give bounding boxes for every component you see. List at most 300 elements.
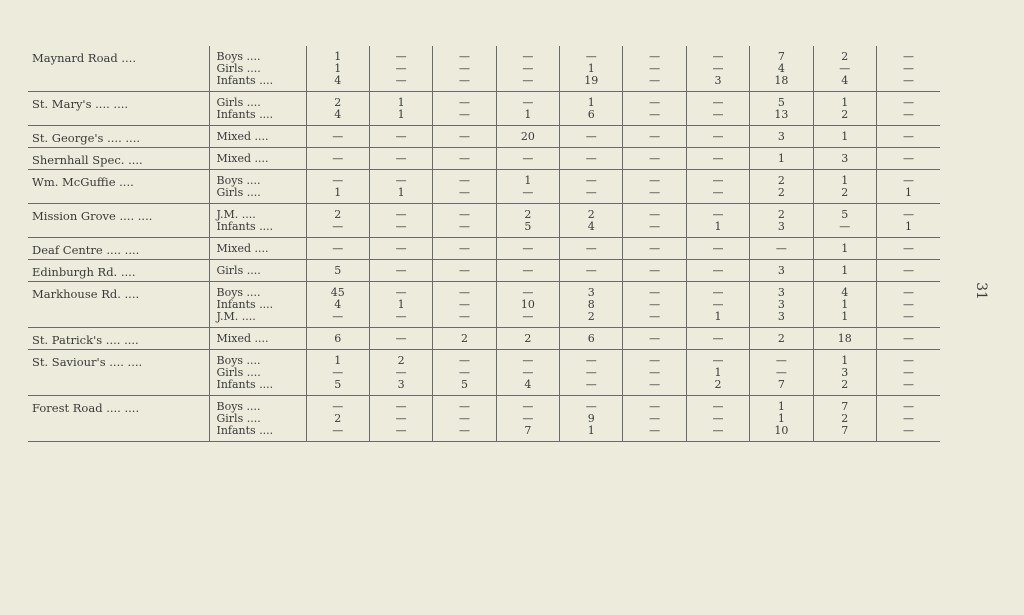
count-value: —: [902, 96, 914, 109]
count-cell: [813, 328, 876, 350]
count-value: —: [522, 50, 534, 63]
count-value: —: [649, 242, 661, 255]
count-cell: [560, 170, 623, 204]
count-cell: [560, 396, 623, 442]
count-cell: [306, 238, 369, 260]
count-value: —: [902, 208, 914, 221]
count-value: —: [395, 152, 407, 165]
count-value: —: [712, 152, 724, 165]
count-value: 3: [777, 286, 785, 299]
count-value: 18: [837, 332, 852, 345]
count-value: —: [459, 242, 471, 255]
department-label: Mixed ....: [216, 332, 269, 345]
count-cell: [623, 396, 686, 442]
count-value: 2: [777, 208, 785, 221]
count-cell: [813, 126, 876, 148]
count-value: —: [522, 366, 534, 379]
count-cell: [433, 238, 496, 260]
count-cell: [369, 204, 432, 238]
count-value: 1: [334, 62, 342, 75]
count-value: —: [649, 208, 661, 221]
department-label: Mixed ....: [216, 152, 269, 165]
count-value: 1: [714, 366, 722, 379]
count-value: —: [585, 400, 597, 413]
count-value: —: [395, 74, 407, 87]
count-value: —: [649, 108, 661, 121]
count-cell: [433, 204, 496, 238]
count-value: —: [332, 242, 344, 255]
count-value: —: [332, 220, 344, 233]
count-cell: [560, 260, 623, 282]
count-value: —: [712, 412, 724, 425]
count-value: —: [712, 130, 724, 143]
count-cell: [496, 282, 559, 328]
count-value: —: [585, 366, 597, 379]
count-value: 1: [524, 174, 532, 187]
count-cell: [876, 396, 940, 442]
count-value: —: [712, 242, 724, 255]
count-cell: [369, 328, 432, 350]
count-cell: [686, 260, 749, 282]
count-value: 1: [841, 354, 849, 367]
count-value: 2: [524, 208, 532, 221]
count-value: 1: [334, 186, 342, 199]
count-value: 5: [841, 208, 849, 221]
count-value: 1: [397, 96, 405, 109]
count-value: —: [395, 366, 407, 379]
table-row: [28, 92, 940, 126]
count-value: —: [649, 152, 661, 165]
school-name: St. Saviour's .... ....: [28, 350, 210, 396]
count-cell: [876, 328, 940, 350]
count-cell: [306, 328, 369, 350]
school-name: Shernhall Spec. ....: [28, 148, 210, 170]
count-cell: [496, 148, 559, 170]
count-value: 2: [841, 186, 849, 199]
count-value: 4: [587, 220, 595, 233]
count-value: —: [649, 174, 661, 187]
count-value: —: [649, 186, 661, 199]
count-cell: [496, 92, 559, 126]
count-cell: [496, 204, 559, 238]
count-cell: [813, 92, 876, 126]
table-row: [28, 238, 940, 260]
count-value: —: [522, 74, 534, 87]
count-value: —: [395, 332, 407, 345]
count-value: —: [459, 366, 471, 379]
count-cell: [306, 170, 369, 204]
count-cell: [686, 396, 749, 442]
count-value: —: [649, 366, 661, 379]
count-cell: [496, 126, 559, 148]
count-cell: [750, 282, 813, 328]
school-name: St. Patrick's .... ....: [28, 328, 210, 350]
count-cell: [750, 148, 813, 170]
count-value: —: [585, 242, 597, 255]
count-value: 1: [841, 264, 849, 277]
count-cell: [813, 350, 876, 396]
count-value: —: [902, 332, 914, 345]
count-value: —: [332, 310, 344, 323]
count-cell: [623, 260, 686, 282]
count-value: —: [585, 354, 597, 367]
count-cell: [306, 126, 369, 148]
count-value: —: [902, 74, 914, 87]
department-cell: [210, 350, 306, 396]
count-value: 10: [774, 424, 789, 437]
count-value: —: [459, 96, 471, 109]
count-value: 2: [841, 50, 849, 63]
count-value: —: [902, 354, 914, 367]
department-cell: [210, 46, 306, 92]
school-name: Maynard Road ....: [28, 46, 210, 92]
department-label: Infants ....: [216, 220, 274, 233]
count-cell: [433, 350, 496, 396]
count-cell: [686, 282, 749, 328]
count-value: 5: [461, 378, 469, 391]
count-value: 2: [397, 354, 405, 367]
school-name: Forest Road .... ....: [28, 396, 210, 442]
count-cell: [623, 148, 686, 170]
count-cell: [433, 282, 496, 328]
count-cell: [496, 260, 559, 282]
count-cell: [433, 260, 496, 282]
count-value: 19: [584, 74, 599, 87]
department-cell: [210, 238, 306, 260]
count-cell: [750, 170, 813, 204]
count-value: 7: [841, 424, 849, 437]
count-value: —: [902, 412, 914, 425]
department-cell: [210, 204, 306, 238]
count-cell: [686, 126, 749, 148]
count-value: —: [649, 378, 661, 391]
count-value: —: [585, 186, 597, 199]
count-cell: [876, 260, 940, 282]
count-value: —: [902, 366, 914, 379]
count-value: —: [902, 50, 914, 63]
count-value: —: [522, 152, 534, 165]
count-value: 4: [841, 74, 849, 87]
count-value: —: [459, 400, 471, 413]
department-label: J.M. ....: [216, 310, 256, 323]
count-value: —: [522, 62, 534, 75]
count-value: —: [522, 310, 534, 323]
count-value: 7: [524, 424, 532, 437]
count-cell: [369, 350, 432, 396]
count-value: —: [395, 220, 407, 233]
count-value: —: [395, 310, 407, 323]
department-label: Boys ....: [216, 400, 261, 413]
count-cell: [560, 46, 623, 92]
count-value: 3: [841, 366, 849, 379]
count-value: 1: [587, 96, 595, 109]
count-value: 1: [904, 186, 912, 199]
count-value: —: [712, 208, 724, 221]
count-value: —: [459, 412, 471, 425]
department-cell: [210, 260, 306, 282]
count-value: —: [459, 108, 471, 121]
count-value: 1: [397, 298, 405, 311]
count-value: —: [712, 400, 724, 413]
count-value: 2: [714, 378, 722, 391]
count-cell: [369, 46, 432, 92]
count-value: —: [585, 50, 597, 63]
count-cell: [369, 260, 432, 282]
count-cell: [876, 282, 940, 328]
department-label: Boys ....: [216, 174, 261, 187]
count-cell: [369, 148, 432, 170]
count-value: —: [902, 298, 914, 311]
count-value: —: [522, 242, 534, 255]
count-cell: [496, 350, 559, 396]
department-label: Infants ....: [216, 74, 274, 87]
count-cell: [813, 238, 876, 260]
count-value: —: [902, 174, 914, 187]
school-name: Deaf Centre .... ....: [28, 238, 210, 260]
count-cell: [306, 92, 369, 126]
count-value: 1: [841, 130, 849, 143]
count-value: —: [395, 424, 407, 437]
count-value: 3: [777, 310, 785, 323]
count-cell: [560, 238, 623, 260]
count-value: —: [459, 208, 471, 221]
count-value: 45: [330, 286, 345, 299]
count-cell: [686, 170, 749, 204]
count-value: 2: [334, 412, 342, 425]
count-value: —: [712, 354, 724, 367]
count-value: 4: [334, 298, 342, 311]
department-label: Girls ....: [216, 62, 261, 75]
count-value: —: [649, 424, 661, 437]
count-value: 3: [587, 286, 595, 299]
count-cell: [369, 126, 432, 148]
count-value: —: [585, 130, 597, 143]
count-cell: [306, 204, 369, 238]
count-value: —: [332, 400, 344, 413]
count-value: —: [522, 412, 534, 425]
count-value: —: [522, 186, 534, 199]
count-value: —: [712, 186, 724, 199]
count-cell: [813, 282, 876, 328]
count-value: 2: [777, 186, 785, 199]
count-value: —: [902, 264, 914, 277]
count-cell: [560, 328, 623, 350]
count-value: 1: [397, 186, 405, 199]
count-value: 4: [334, 74, 342, 87]
count-value: —: [902, 286, 914, 299]
department-cell: [210, 282, 306, 328]
count-cell: [369, 170, 432, 204]
department-label: Girls ....: [216, 186, 261, 199]
count-cell: [750, 126, 813, 148]
count-value: —: [649, 400, 661, 413]
count-value: 2: [461, 332, 469, 345]
count-value: —: [395, 50, 407, 63]
count-value: —: [459, 74, 471, 87]
count-cell: [750, 92, 813, 126]
table-row: [28, 260, 940, 282]
count-cell: [369, 92, 432, 126]
count-value: 2: [777, 332, 785, 345]
count-cell: [306, 350, 369, 396]
count-cell: [876, 126, 940, 148]
count-value: 7: [777, 378, 785, 391]
count-value: —: [649, 298, 661, 311]
school-name: Mission Grove .... ....: [28, 204, 210, 238]
count-value: —: [649, 130, 661, 143]
count-cell: [369, 396, 432, 442]
count-cell: [813, 148, 876, 170]
count-value: —: [585, 152, 597, 165]
department-label: Girls ....: [216, 366, 261, 379]
count-value: —: [522, 96, 534, 109]
count-value: —: [395, 264, 407, 277]
count-value: —: [649, 310, 661, 323]
count-value: —: [459, 50, 471, 63]
count-cell: [813, 396, 876, 442]
page-number: 31: [972, 282, 989, 300]
count-value: 4: [841, 286, 849, 299]
count-cell: [876, 46, 940, 92]
count-value: —: [395, 286, 407, 299]
count-value: 20: [520, 130, 535, 143]
count-value: 4: [334, 108, 342, 121]
count-value: 3: [714, 74, 722, 87]
count-value: —: [775, 242, 787, 255]
department-label: Infants ....: [216, 424, 274, 437]
count-value: 2: [841, 412, 849, 425]
count-cell: [623, 204, 686, 238]
department-label: Mixed ....: [216, 130, 269, 143]
count-value: —: [649, 62, 661, 75]
count-cell: [496, 328, 559, 350]
count-value: 1: [904, 220, 912, 233]
count-value: 5: [524, 220, 532, 233]
count-value: 3: [777, 298, 785, 311]
count-value: —: [712, 332, 724, 345]
count-value: —: [775, 354, 787, 367]
count-cell: [750, 260, 813, 282]
count-value: 1: [777, 152, 785, 165]
count-value: 1: [334, 50, 342, 63]
count-cell: [623, 170, 686, 204]
count-value: —: [522, 264, 534, 277]
count-value: —: [522, 400, 534, 413]
count-value: —: [459, 424, 471, 437]
count-value: 7: [841, 400, 849, 413]
count-value: 5: [777, 96, 785, 109]
count-cell: [623, 126, 686, 148]
count-value: 1: [841, 242, 849, 255]
count-cell: [433, 92, 496, 126]
count-value: —: [395, 400, 407, 413]
count-value: 1: [397, 108, 405, 121]
count-value: 2: [524, 332, 532, 345]
count-value: 1: [841, 298, 849, 311]
department-label: Girls ....: [216, 412, 261, 425]
count-value: —: [712, 286, 724, 299]
count-cell: [496, 396, 559, 442]
count-value: —: [839, 62, 851, 75]
count-cell: [623, 328, 686, 350]
count-value: —: [902, 62, 914, 75]
count-value: —: [459, 62, 471, 75]
table-row: [28, 126, 940, 148]
count-cell: [560, 282, 623, 328]
count-value: 2: [841, 378, 849, 391]
count-cell: [496, 170, 559, 204]
count-cell: [686, 148, 749, 170]
count-value: —: [712, 108, 724, 121]
count-value: —: [459, 174, 471, 187]
department-label: Infants ....: [216, 108, 274, 121]
count-value: —: [649, 354, 661, 367]
count-value: 2: [334, 96, 342, 109]
count-cell: [433, 46, 496, 92]
count-value: 3: [777, 264, 785, 277]
count-value: —: [902, 400, 914, 413]
table-body: [28, 46, 940, 442]
count-cell: [876, 148, 940, 170]
count-value: —: [649, 96, 661, 109]
department-label: Boys ....: [216, 286, 261, 299]
school-name: Edinburgh Rd. ....: [28, 260, 210, 282]
count-cell: [433, 396, 496, 442]
count-cell: [813, 260, 876, 282]
count-cell: [560, 350, 623, 396]
count-value: —: [902, 152, 914, 165]
count-value: —: [902, 130, 914, 143]
count-cell: [686, 350, 749, 396]
table-row: [28, 148, 940, 170]
count-value: —: [332, 424, 344, 437]
count-cell: [623, 350, 686, 396]
count-value: —: [712, 96, 724, 109]
count-cell: [306, 282, 369, 328]
department-label: Girls ....: [216, 264, 261, 277]
count-value: —: [395, 62, 407, 75]
count-value: 3: [777, 220, 785, 233]
count-value: —: [459, 310, 471, 323]
count-value: —: [459, 152, 471, 165]
count-cell: [306, 148, 369, 170]
school-name: St. Mary's .... ....: [28, 92, 210, 126]
count-value: —: [649, 220, 661, 233]
count-value: 6: [587, 332, 595, 345]
department-label: Boys ....: [216, 354, 261, 367]
department-cell: [210, 396, 306, 442]
count-cell: [750, 46, 813, 92]
count-value: 8: [587, 298, 595, 311]
school-name: St. George's .... ....: [28, 126, 210, 148]
count-value: 1: [587, 62, 595, 75]
count-cell: [496, 238, 559, 260]
count-cell: [750, 204, 813, 238]
count-value: —: [332, 130, 344, 143]
count-value: —: [522, 286, 534, 299]
count-value: —: [459, 220, 471, 233]
count-value: 2: [841, 108, 849, 121]
count-value: —: [649, 412, 661, 425]
count-cell: [623, 238, 686, 260]
count-value: 9: [587, 412, 595, 425]
count-value: —: [459, 186, 471, 199]
count-cell: [876, 92, 940, 126]
table-row: [28, 46, 940, 92]
table-row: [28, 282, 940, 328]
count-value: —: [902, 108, 914, 121]
count-value: 4: [777, 62, 785, 75]
